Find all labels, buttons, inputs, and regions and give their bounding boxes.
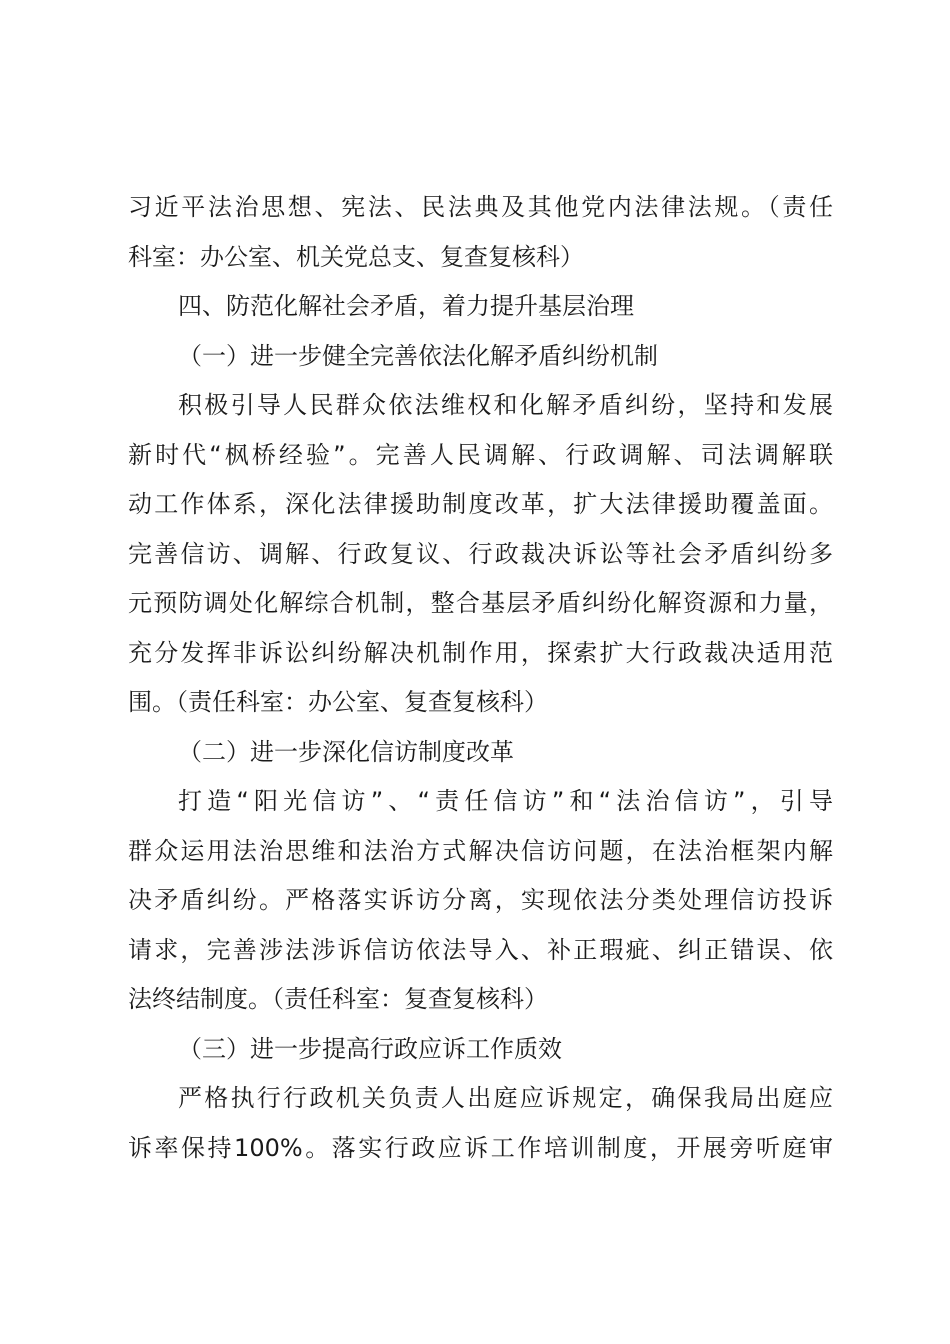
subsection-heading: （一）进一步健全完善依法化解矛盾纠纷机制 [178, 341, 658, 370]
paragraph-line: 请求，完善涉法涉诉信访依法导入、补正瑕疵、纠正错误、依 [128, 935, 833, 964]
subsection-heading: （二）进一步深化信访制度改革 [178, 737, 514, 766]
paragraph-line: 法终结制度。（责任科室：复查复核科） [128, 985, 548, 1013]
paragraph-line: 完善信访、调解、行政复议、行政裁决诉讼等社会矛盾纠纷多 [128, 539, 833, 568]
paragraph-line: 动工作体系，深化法律援助制度改革，扩大法律援助覆盖面。 [128, 490, 833, 518]
paragraph-line: 充分发挥非诉讼纠纷解决机制作用，探索扩大行政裁决适用范 [128, 638, 833, 667]
document-body [128, 183, 833, 1173]
paragraph-line: 习近平法治思想、宪法、民法典及其他党内法律法规。（责任 [128, 193, 833, 221]
paragraph-line: 元预防调处化解综合机制，整合基层矛盾纠纷化解资源和力量， [128, 589, 833, 617]
paragraph-line: 诉率保持100%。落实行政应诉工作培训制度，开展旁听庭审 [128, 1133, 833, 1162]
section-heading: 四、防范化解社会矛盾，着力提升基层治理 [178, 292, 634, 320]
paragraph-line: 严格执行行政机关负责人出庭应诉规定，确保我局出庭应 [178, 1084, 833, 1112]
paragraph-line: 打造“阳光信访”、“责任信访”和“法治信访”，引导 [178, 787, 833, 815]
paragraph-line: 新时代“枫桥经验”。完善人民调解、行政调解、司法调解联 [128, 440, 833, 469]
subsection-heading: （三）进一步提高行政应诉工作质效 [178, 1034, 562, 1063]
paragraph-line: 围。（责任科室：办公室、复查复核科） [128, 688, 548, 716]
paragraph-line: 群众运用法治思维和法治方式解决信访问题，在法治框架内解 [128, 836, 833, 865]
paragraph-line: 决矛盾纠纷。严格落实诉访分离，实现依法分类处理信访投诉 [128, 886, 833, 914]
paragraph-line: 积极引导人民群众依法维权和化解矛盾纠纷，坚持和发展 [178, 391, 833, 419]
paragraph-line: 科室：办公室、机关党总支、复查复核科） [128, 242, 584, 271]
